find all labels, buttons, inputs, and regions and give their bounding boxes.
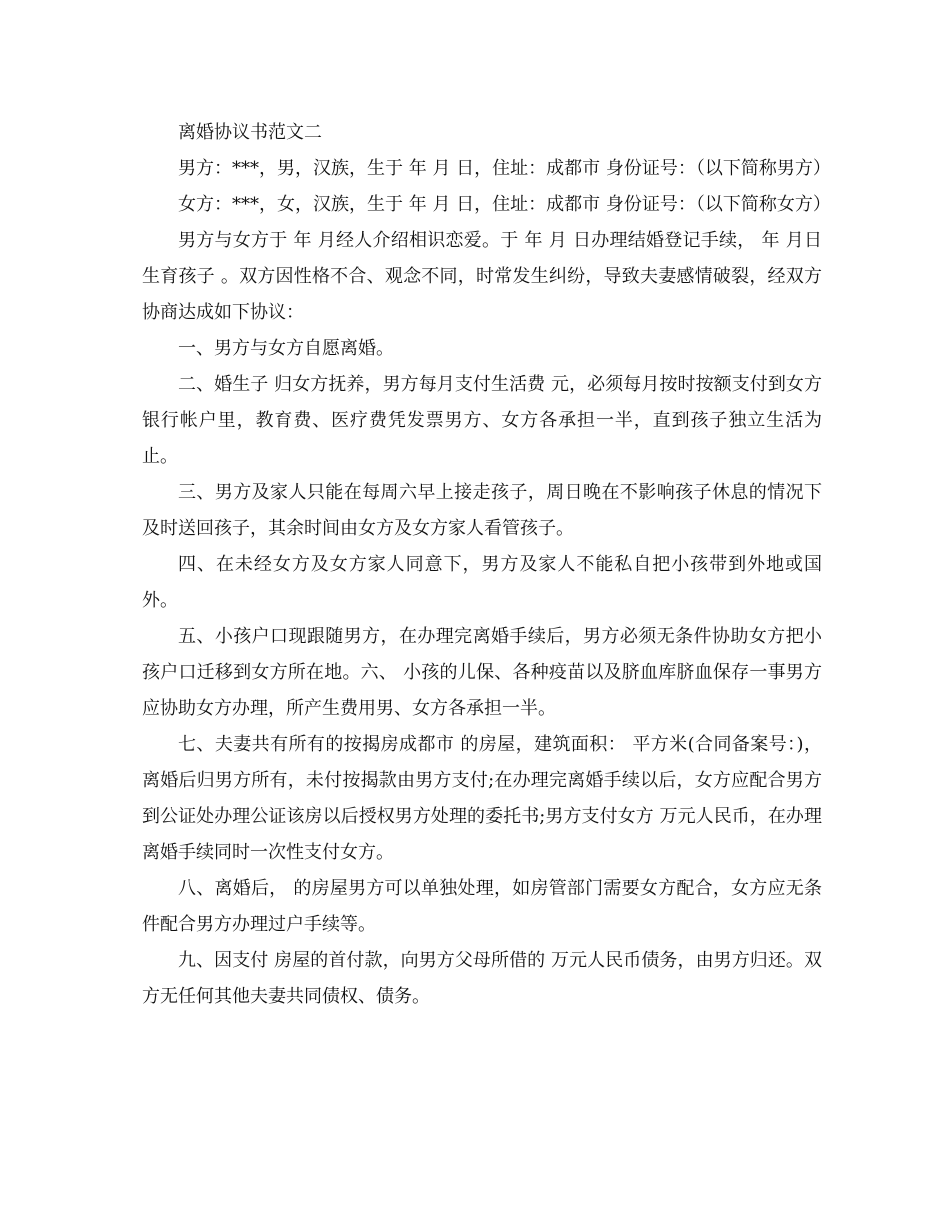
document-title: 离婚协议书范文二 <box>178 122 322 143</box>
clause-3: 三、男方及家人只能在每周六早上接走孩子，周日晚在不影响孩子休息的情况下及时送回孩子，其余时间由女方及女方家人看管孩子。 <box>142 482 822 539</box>
document-body <box>142 115 831 1015</box>
clause-1: 一、男方与女方自愿离婚。 <box>178 338 394 359</box>
clause-7: 七、夫妻共有所有的按揭房成都市 的房屋，建筑面积： 平方米(合同备案号：)，离婚后归男方所有，未付按揭款由男方支付;在办理完离婚手续以后，女方应配合男方到公证处办理公证该房以后授权男方处理的委托书;男方支付女方 万元人民币，在办理离婚手续同时一次性支付女方。 <box>142 734 822 863</box>
clause-4: 四、在未经女方及女方家人同意下，男方及家人不能私自把小孩带到外地或国外。 <box>142 554 822 611</box>
clause-9: 九、因支付 房屋的首付款，向男方父母所借的 万元人民币债务，由男方归还。双方无任何其他夫妻共同债权、债务。 <box>142 950 822 1007</box>
clause-5-6: 五、小孩户口现跟随男方，在办理完离婚手续后，男方必须无条件协助女方把小孩户口迁移到女方所在地。六、 小孩的儿保、各种疫苗以及脐血库脐血保存一事男方应协助女方办理，所产生费用男、女方各承担一半。 <box>142 626 822 719</box>
clause-8: 八、离婚后， 的房屋男方可以单独处理，如房管部门需要女方配合，女方应无条件配合男方办理过户手续等。 <box>142 878 822 935</box>
paragraph-male-party: 男方：***，男，汉族，生于 年 月 日，住址：成都市 身份证号：（以下简称男方） <box>178 158 831 179</box>
clause-2: 二、婚生子 归女方抚养，男方每月支付生活费 元，必须每月按时按额支付到女方银行帐户里，教育费、医疗费凭发票男方、女方各承担一半，直到孩子独立生活为止。 <box>142 374 822 467</box>
paragraph-female-party: 女方：***，女，汉族，生于 年 月 日，住址：成都市 身份证号：（以下简称女方） <box>178 194 831 215</box>
paragraph-background: 男方与女方于 年 月经人介绍相识恋爱。于 年 月 日办理结婚登记手续， 年 月日生育孩子 。双方因性格不合、观念不同，时常发生纠纷，导致夫妻感情破裂，经双方协商达成如下协议： <box>142 230 822 323</box>
